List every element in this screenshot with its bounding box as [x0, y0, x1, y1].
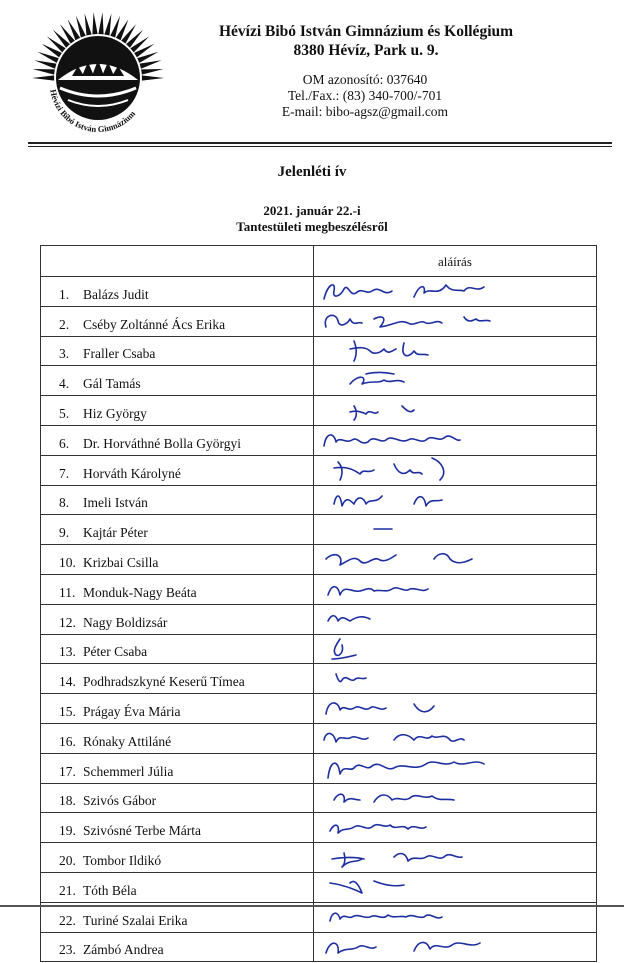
- attendee-name-cell: [41, 664, 314, 694]
- row-number: 17.: [59, 763, 76, 779]
- sun-ray: [104, 13, 111, 35]
- signature-cell[interactable]: [313, 932, 596, 962]
- table-header-row: [41, 246, 597, 277]
- school-logo: [28, 8, 168, 148]
- name-column-header: [41, 246, 314, 277]
- row-number: 13.: [59, 644, 76, 660]
- attendee-name: Szivós Gábor: [83, 793, 157, 809]
- header-divider: [28, 142, 612, 144]
- row-number: 8.: [59, 495, 70, 511]
- attendee-name: Imeli István: [83, 495, 148, 511]
- attendee-name-cell: [41, 783, 314, 813]
- attendee-name: Rónaky Attiláné: [83, 733, 172, 749]
- sun-ray: [140, 60, 162, 68]
- attendance-table: [40, 245, 597, 962]
- row-number: 23.: [59, 942, 76, 958]
- attendee-name: Monduk-Nagy Beáta: [83, 584, 197, 600]
- row-number: 19.: [59, 823, 76, 839]
- sun-ray: [32, 75, 54, 80]
- handwritten-signature: [314, 929, 608, 963]
- attendee-name-cell: [41, 843, 314, 873]
- row-number: 22.: [59, 912, 76, 928]
- sun-ray: [141, 69, 163, 75]
- contact-info: [250, 72, 480, 120]
- attendee-name-cell: [41, 455, 314, 485]
- attendee-name-cell: [41, 336, 314, 366]
- logo-text: Hévízi Bibó István Gimnázium: [48, 88, 138, 135]
- attendee-name-cell: [41, 932, 314, 962]
- attendee-name: Podhradszkyné Keserű Tímea: [83, 674, 245, 690]
- attendee-name: Krizbai Csilla: [83, 554, 159, 570]
- om-id: OM azonosító: 037640: [302, 72, 428, 87]
- row-number: 16.: [59, 733, 76, 749]
- attendee-name: Fraller Csaba: [83, 346, 156, 362]
- attendee-name-cell: [41, 723, 314, 753]
- attendee-name: Cséby Zoltánné Ács Erika: [83, 316, 226, 332]
- row-number: 20.: [59, 852, 76, 868]
- signature-column-header: [313, 246, 596, 277]
- email: E-mail: bibo-agsz@gmail.com: [281, 104, 449, 119]
- attendee-name: Tombor Ildikó: [83, 852, 162, 868]
- attendee-name-cell: [41, 425, 314, 455]
- attendee-name-cell: [41, 366, 314, 396]
- attendee-name-cell: [41, 813, 314, 843]
- attendee-name-cell: [41, 306, 314, 336]
- sun-ray: [142, 75, 164, 80]
- document-title: Jelenléti ív: [277, 164, 347, 180]
- row-number: 12.: [59, 614, 76, 630]
- sun-ray: [33, 69, 55, 75]
- row-number: 6.: [59, 435, 70, 451]
- attendee-name-cell: [41, 604, 314, 634]
- school-address: 8380 Hévíz, Park u. 9.: [293, 42, 439, 59]
- school-header: [196, 22, 536, 60]
- attendee-name: Gál Tamás: [83, 376, 141, 392]
- attendee-name: Hiz György: [83, 405, 147, 421]
- attendee-name: Prágay Éva Mária: [83, 703, 181, 719]
- attendee-name-cell: [41, 872, 314, 902]
- row-number: 11.: [59, 584, 76, 600]
- attendee-name: Szivósné Terbe Márta: [83, 823, 202, 839]
- attendee-name: Turiné Szalai Erika: [83, 912, 188, 928]
- attendee-name: Dr. Horváthné Bolla Györgyi: [83, 435, 241, 451]
- table-row: [41, 932, 597, 962]
- attendee-name-cell: [41, 396, 314, 426]
- school-name: Hévízi Bibó István Gimnázium és Kollégium: [218, 23, 514, 40]
- row-number: 14.: [59, 674, 76, 690]
- attendee-name: Horváth Károlyné: [83, 465, 181, 481]
- meeting-subtitle: Tantestületi megbeszélésről: [236, 219, 388, 234]
- row-number: 5.: [59, 405, 70, 421]
- attendee-name: Balázs Judit: [83, 286, 149, 302]
- attendee-name: Zámbó Andrea: [83, 942, 164, 958]
- attendee-name-cell: [41, 545, 314, 575]
- attendee-name: Nagy Boldizsár: [83, 614, 168, 630]
- attendee-name: Kajtár Péter: [83, 525, 148, 541]
- meeting-date: 2021. január 22.-i: [263, 203, 361, 218]
- row-number: 2.: [59, 316, 70, 332]
- attendee-name-cell: [41, 634, 314, 664]
- row-number: 4.: [59, 376, 70, 392]
- attendee-name-cell: [41, 694, 314, 724]
- attendee-name-cell: [41, 485, 314, 515]
- phone: Tel./Fax.: (83) 340-700/-701: [287, 88, 443, 103]
- row-number: 10.: [59, 554, 76, 570]
- attendee-name-cell: [41, 753, 314, 783]
- sun-ray: [34, 60, 56, 68]
- row-number: 7.: [59, 465, 70, 481]
- attendee-name-cell: [41, 277, 314, 307]
- sun-ray: [85, 13, 92, 35]
- header-divider-thin: [28, 146, 612, 147]
- page-bottom-edge: [0, 905, 624, 907]
- row-number: 9.: [59, 525, 70, 541]
- signature-header-label: aláírás: [437, 254, 472, 269]
- attendee-name: Schemmerl Júlia: [83, 763, 174, 779]
- sun-ray: [98, 12, 103, 34]
- attendee-name: Tóth Béla: [83, 882, 137, 898]
- sun-ray: [92, 12, 97, 34]
- row-number: 3.: [59, 346, 70, 362]
- row-number: 18.: [59, 793, 76, 809]
- row-number: 15.: [59, 703, 76, 719]
- attendee-name-cell: [41, 515, 314, 545]
- attendee-name-cell: [41, 574, 314, 604]
- row-number: 21.: [59, 882, 76, 898]
- row-number: 1.: [59, 286, 70, 302]
- attendee-name: Péter Csaba: [83, 644, 148, 660]
